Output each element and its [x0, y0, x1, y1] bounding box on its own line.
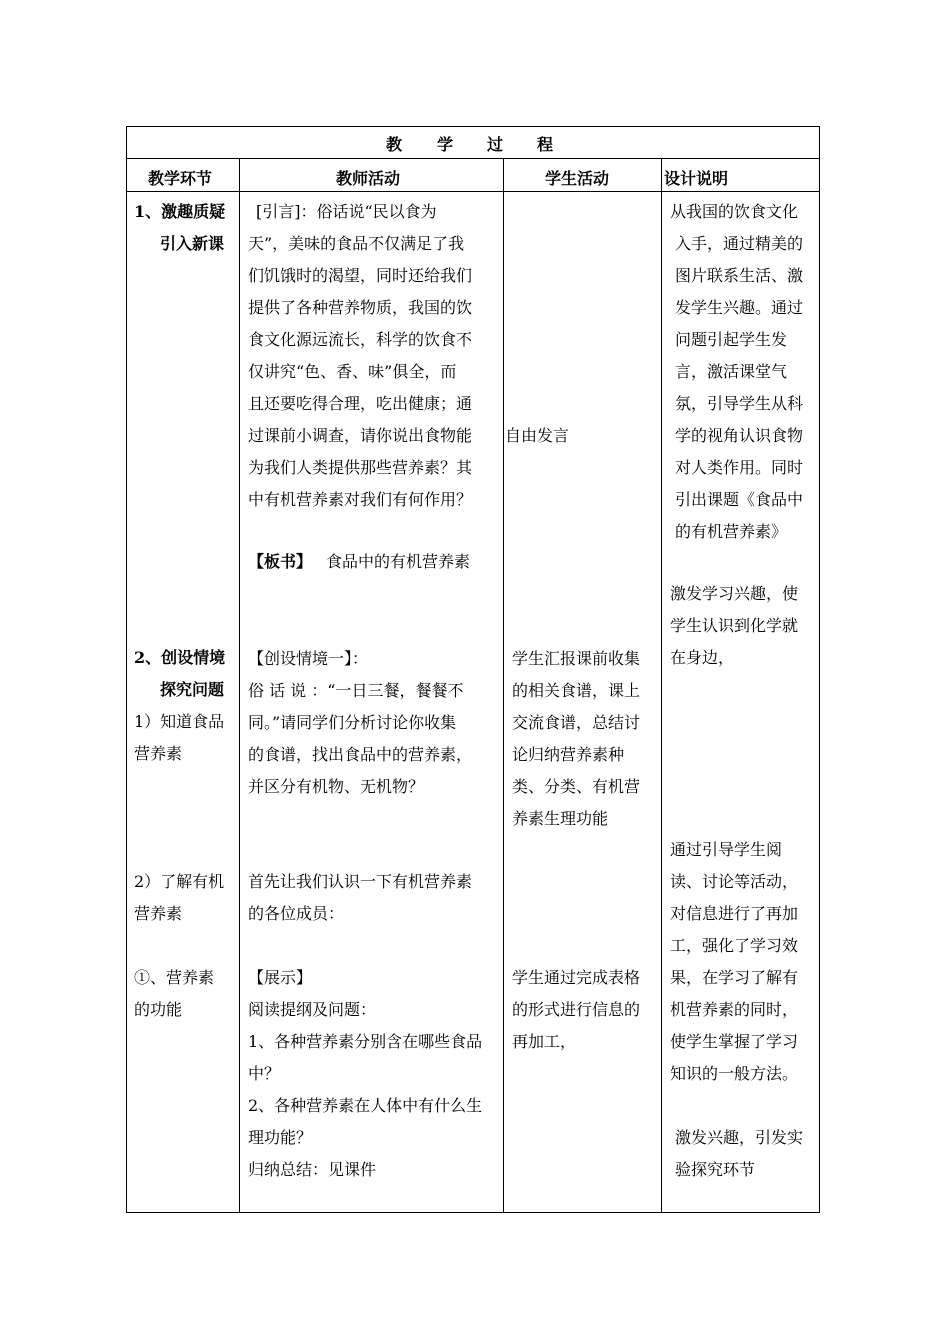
header-design: 设计说明 — [664, 169, 729, 188]
stage-2a-line1: 1）知道食品 — [134, 712, 225, 731]
student-report-line: 的相关食谱，课上 — [512, 681, 641, 700]
teacher-show-line: 1、各种营养素分别含在哪些食品 — [248, 1032, 483, 1051]
table-title-char-1: 教 — [386, 135, 403, 154]
student-table-line: 学生通过完成表格 — [512, 968, 641, 987]
teacher-scene-line: 的食谱，找出食品中的营养素， — [248, 745, 473, 764]
teacher-meet-line: 首先让我们认识一下有机营养素 — [248, 872, 473, 891]
teacher-show-line: 【展示】 — [248, 968, 313, 987]
teacher-show-line: 理功能？ — [248, 1128, 313, 1147]
teacher-intro-line: 过课前小调查，请你说出食物能 — [248, 426, 473, 445]
design-note-4-line: 激发兴趣，引发实 — [675, 1128, 804, 1147]
stage-2b-line1: 2）了解有机 — [134, 872, 225, 891]
design-note-2-line: 激发学习兴趣，使 — [670, 584, 799, 603]
header-student: 学生活动 — [545, 169, 610, 188]
header-divider — [126, 191, 820, 192]
stage-2c-line2: 的功能 — [134, 1000, 183, 1019]
design-note-1-line: 氛，引导学生从科 — [675, 394, 804, 413]
stage-2c-line1: ①、营养素 — [134, 968, 215, 987]
title-divider — [126, 158, 820, 159]
student-table-line: 的形式进行信息的 — [512, 1000, 641, 1019]
teacher-intro-line: 仅讲究“色、香、味”俱全，而 — [248, 362, 457, 381]
teacher-intro-line: 为我们人类提供那些营养素？其 — [248, 458, 473, 477]
teacher-intro-line: 们饥饿时的渴望，同时还给我们 — [248, 266, 473, 285]
design-note-1-line: 从我国的饮食文化 — [670, 202, 799, 221]
table-title-char-2: 学 — [437, 135, 454, 154]
student-free-talk: 自由发言 — [505, 426, 570, 445]
design-note-1-line: 言，激活课堂气 — [675, 362, 788, 381]
design-note-2-line: 学生认识到化学就 — [670, 616, 799, 635]
teacher-intro-line: 食文化源远流长，科学的饮食不 — [248, 330, 473, 349]
teacher-intro-line: [引言]：俗话说“民以食为 — [256, 202, 437, 221]
teacher-show-line: 中？ — [248, 1064, 281, 1083]
header-stage: 教学环节 — [148, 169, 213, 188]
board-label: 【板书】 — [248, 552, 313, 571]
teacher-intro-line: 天”，美味的食品不仅满足了我 — [248, 234, 465, 253]
student-report-line: 类、分类、有机营 — [512, 777, 641, 796]
stage-2-title: 2、创设情境 — [134, 648, 226, 667]
design-note-1-line: 发学生兴趣。通过 — [675, 298, 804, 317]
teacher-intro-line: 中有机营养素对我们有何作用？ — [248, 490, 473, 509]
design-note-1-line: 图片联系生活、激 — [675, 266, 804, 285]
stage-2-subtitle: 探究问题 — [160, 680, 225, 699]
design-note-3-line: 读、讨论等活动， — [670, 872, 799, 891]
design-note-3-line: 果，在学习了解有 — [670, 968, 799, 987]
board-text: 食品中的有机营养素 — [326, 552, 471, 571]
student-report-line: 论归纳营养素种 — [512, 745, 625, 764]
stage-1-subtitle: 引入新课 — [160, 234, 225, 253]
design-note-3-line: 知识的一般方法。 — [670, 1064, 799, 1083]
design-note-3-line: 通过引导学生阅 — [670, 840, 783, 859]
student-report-line: 交流食谱，总结讨 — [512, 713, 641, 732]
teacher-scene-line: 并区分有机物、无机物？ — [248, 777, 425, 796]
stage-1-title: 1、激趣质疑 — [134, 202, 226, 221]
design-note-1-line: 问题引起学生发 — [675, 330, 788, 349]
design-note-2-line: 在身边， — [670, 648, 735, 667]
teacher-scene-line: 同。”请同学们分析讨论你收集 — [248, 713, 457, 732]
design-note-1-line: 引出课题《食品中 — [675, 490, 804, 509]
column-divider-2 — [503, 158, 504, 1213]
teacher-show-line: 2、各种营养素在人体中有什么生 — [248, 1096, 483, 1115]
student-table-line: 再加工， — [512, 1032, 577, 1051]
design-note-1-line: 的有机营养素》 — [675, 522, 788, 541]
student-report-line: 学生汇报课前收集 — [512, 649, 641, 668]
stage-2b-line2: 营养素 — [134, 904, 183, 923]
design-note-3-line: 工，强化了学习效 — [670, 936, 799, 955]
teacher-show-line: 归纳总结：见课件 — [248, 1160, 377, 1179]
student-report-line: 养素生理功能 — [512, 809, 609, 828]
column-divider-3 — [661, 158, 662, 1213]
teacher-meet-line: 的各位成员： — [248, 904, 345, 923]
header-teacher: 教师活动 — [336, 169, 401, 188]
design-note-1-line: 学的视角认识食物 — [675, 426, 804, 445]
teacher-scene-line: 俗 话 说 ：“一日三餐，餐餐不 — [248, 681, 464, 700]
design-note-3-line: 机营养素的同时， — [670, 1000, 799, 1019]
teacher-show-line: 阅读提纲及问题： — [248, 1000, 377, 1019]
teacher-intro-line: 提供了各种营养物质，我国的饮 — [248, 298, 473, 317]
design-note-1-line: 对人类作用。同时 — [675, 458, 804, 477]
table-title-char-4: 程 — [537, 135, 554, 154]
design-note-3-line: 使学生掌握了学习 — [670, 1032, 799, 1051]
teacher-intro-line: 且还要吃得合理，吃出健康；通 — [248, 394, 473, 413]
table-title-char-3: 过 — [487, 135, 504, 154]
stage-2a-line2: 营养素 — [134, 744, 183, 763]
design-note-3-line: 对信息进行了再加 — [670, 904, 799, 923]
column-divider-1 — [239, 158, 240, 1213]
design-note-1-line: 入手，通过精美的 — [675, 234, 804, 253]
teacher-scene-line: 【创设情境一】： — [248, 649, 369, 668]
design-note-4-line: 验探究环节 — [675, 1160, 756, 1179]
